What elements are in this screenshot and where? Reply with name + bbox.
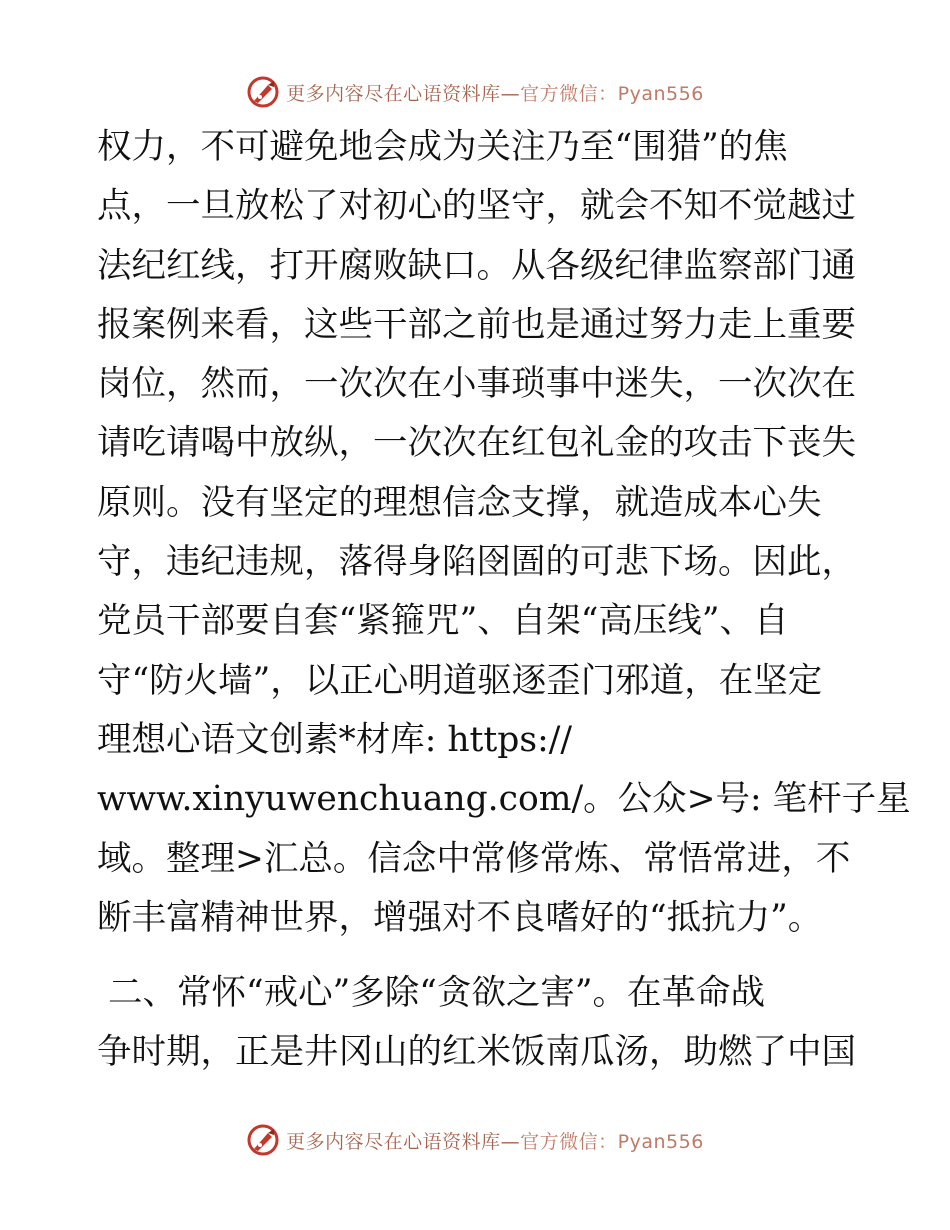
header-banner: [0, 72, 950, 112]
footer-contact: 官方微信：Pyan556: [520, 1130, 704, 1153]
footer-brand: 更多内容尽在心语资料库: [286, 1130, 501, 1153]
text-line: 点，一旦放松了对初心的坚守，就会不知不觉越过: [97, 186, 856, 227]
text-line: 岗位，然而，一次次在小事琐事中迷失，一次次在: [97, 364, 856, 405]
text-line: 理想心语文创素*材库: https://: [97, 719, 572, 760]
header-separator: —: [500, 82, 521, 105]
text-line: 法纪红线，打开腐败缺口。从各级纪律监察部门通: [97, 245, 856, 286]
text-line: 域。整理>汇总。信念中常修常炼、常悟常进，不: [97, 838, 851, 879]
header-contact: 官方微信：Pyan556: [520, 82, 704, 105]
text-line: 报案例来看，这些干部之前也是通过努力走上重要: [97, 304, 856, 345]
header-banner-text: [286, 79, 704, 106]
text-line: 争时期，正是井冈山的红米饭南瓜汤，助燃了中国: [97, 1032, 856, 1073]
document-body: [97, 118, 911, 1083]
text-line: 二、常怀“戒心”多除“贪欲之害”。在革命战: [97, 973, 766, 1014]
footer-banner: [0, 1120, 950, 1160]
text-line: 权力，不可避免地会成为关注乃至“围猎”的焦: [97, 127, 788, 167]
text-line: 守，违纪违规，落得身陷囹圄的可悲下场。因此，: [97, 542, 856, 583]
text-line: 守“防火墙”，以正心明道驱逐歪门邪道，在坚定: [97, 660, 823, 701]
footer-separator: —: [500, 1130, 521, 1153]
footer-banner-text: [286, 1127, 704, 1154]
text-line: www.xinyuwenchuang.com/。公众>号: 笔杆子星: [97, 779, 911, 820]
header-brand: 更多内容尽在心语资料库: [286, 82, 501, 105]
text-line: 请吃请喝中放纵，一次次在红包礼金的攻击下丧失: [97, 423, 856, 464]
text-line: 党员干部要自套“紧箍咒”、自架“高压线”、自: [97, 601, 789, 642]
paragraph-gap: [97, 948, 857, 964]
text-line: 断丰富精神世界，增强对不良嗜好的“抵抗力”。: [97, 897, 823, 938]
pen-nib-logo-icon: [246, 1123, 280, 1157]
text-line: 原则。没有坚定的理想信念支撑，就造成本心失: [97, 482, 822, 523]
pen-nib-logo-icon: [246, 75, 280, 109]
